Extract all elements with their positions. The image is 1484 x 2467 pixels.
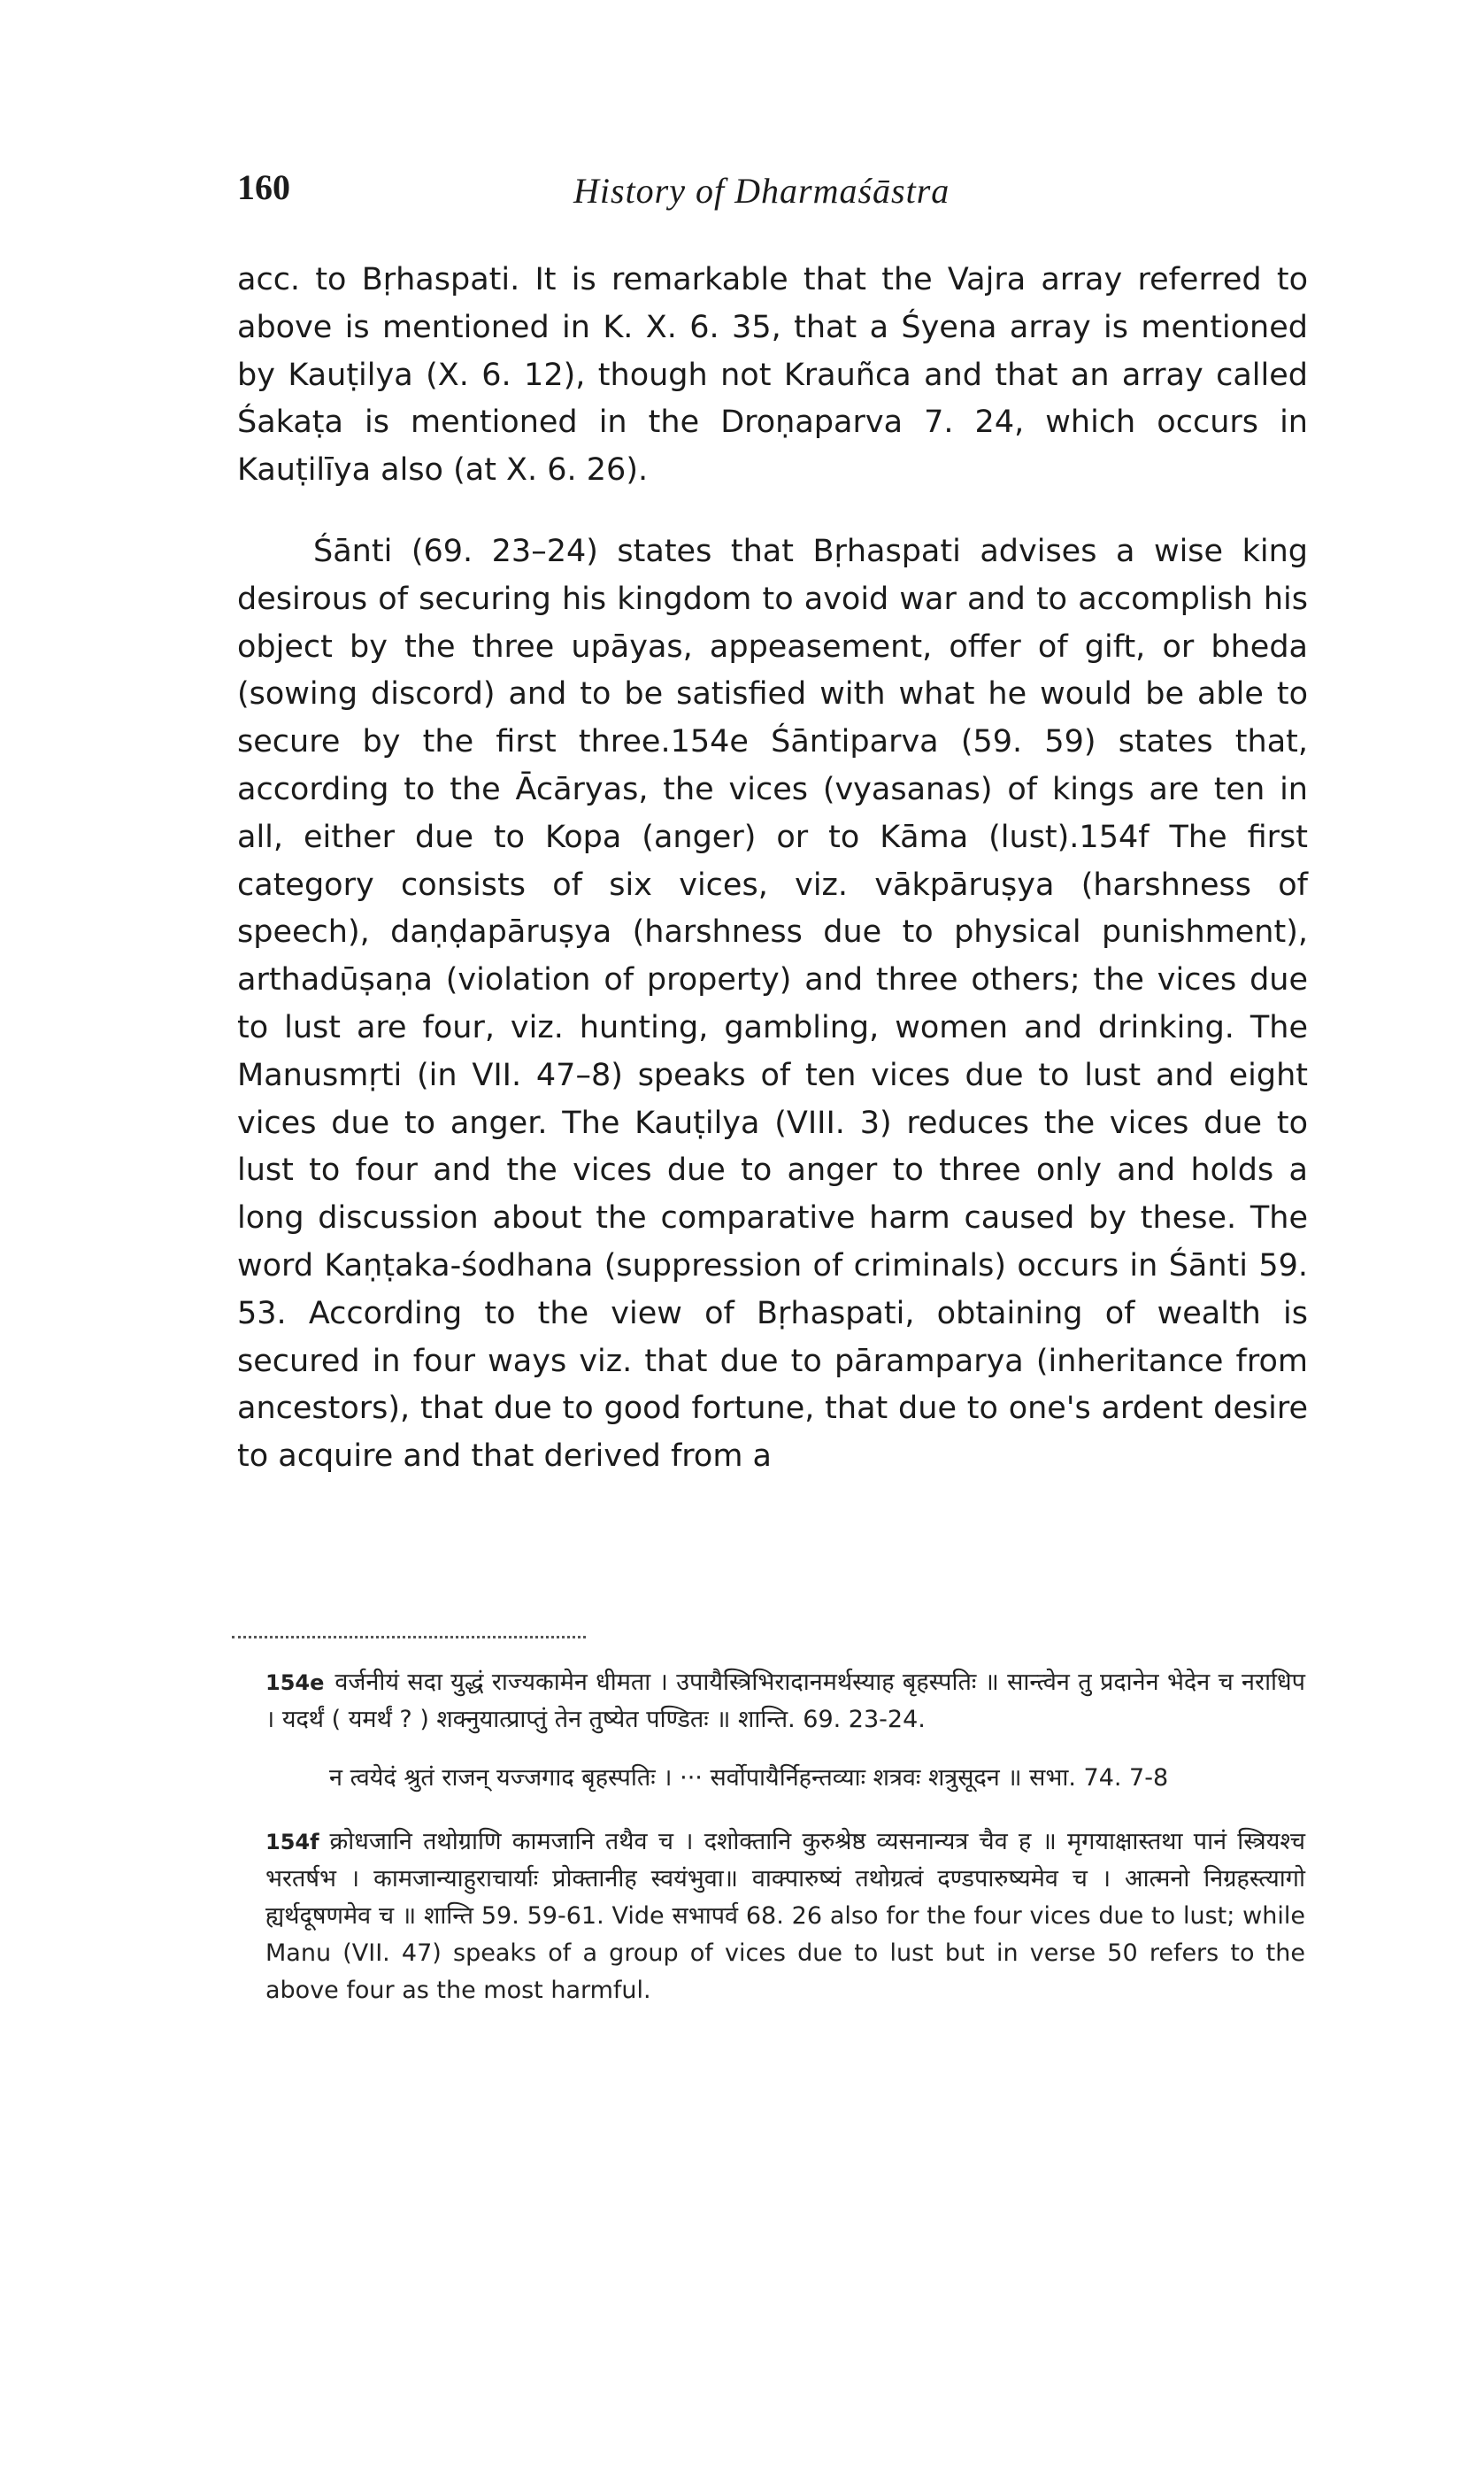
page-header <box>237 166 1308 220</box>
footnote-text: क्रोधजानि तथोग्राणि कामजानि तथैव च । दशोक्तानि कुरुश्रेष्ठ व्यसनान्यत्र चैव ह ॥ मृगयाक्षास्तथा पानं स्त्रियश्च भरतर्षभ । कामजान्याहुराचार्याः प्रोक्तानीह स्वयंभुवा॥ वाक्पारुष्यं तथोग्रत्वं दण्डपारुष्यमेव च । आत्मनो निग्रहस्त्यागो ह्यर्थदूषणमेव च ॥ शान्ति 59. 59-61. Vide सभापर्व 68. 26 also for the four vices due to lust; while Manu (VII. 47) speaks of a group of vices due to lust but in verse 50 refers to the above four as the most harmful. <box>265 1828 1305 2004</box>
footnote-text: वर्जनीयं सदा युद्धं राज्यकामेन धीमता । उपायैस्त्रिभिरादानमर्थस्याह बृहस्पतिः ॥ सान्त्वेन तु प्रदानेन भेदेन च नराधिप । यदर्थं ( यमर्थं ? ) शक्नुयात्प्राप्तुं तेन तुष्येत पण्डितः ॥ शान्ति. 69. 23-24. <box>265 1669 1305 1733</box>
footnote-marker: 154f <box>265 1830 319 1854</box>
footnote-154e-continued: न त्वयेदं श्रुतं राजन् यज्जगाद बृहस्पतिः । ··· सर्वोपायैर्निहन्तव्याः शत्रवः शत्रुसूदन ॥ सभा. 74. 7-8 <box>329 1764 1169 1792</box>
paragraph: acc. to Bṛhaspati. It is remarkable that the Vajra array referred to above is mentioned in K. X. 6. 35, that a Śyena array is mentioned by Kauṭilya (X. 6. 12), though not Krauñca and that an array called Śakaṭa is mentioned in the Droṇaparva 7. 24, which occurs in Kauṭilīya also (at X. 6. 26). <box>237 262 1308 489</box>
page-number: 160 <box>237 167 290 207</box>
paragraph: Śānti (69. 23–24) states that Bṛhaspati advises a wise king desirous of securing his kingdom to avoid war and to accomplish his object by the three upāyas, appeasement, offer of gift, or bheda (sowing discord) and to be satisfied with what he would be able to secure by the first three.154e Śāntiparva (59. 59) states that, according to the Ācāryas, the vices (vyasanas) of kings are ten in all, either due to Kopa (anger) or to Kāma (lust).154f The first category consists of six vices, viz. vākpāruṣya (harshness of speech), daṇḍapāruṣya (harshness due to physical punishment), arthadūṣaṇa (violation of property) and three others; the vices due to lust are four, viz. hunting, gambling, women and drinking. The Manusmṛti (in VII. 47–8) speaks of ten vices due to lust and eight vices due to anger. The Kauṭilya (VIII. 3) reduces the vices due to lust to four and the vices due to anger to three only and holds a long discussion about the comparative harm caused by these. The word Kaṇṭaka-śodhana (suppression of criminals) occurs in Śānti 59. 53. According to the view of Bṛhaspati, obtaining of wealth is secured in four ways viz. that due to pāramparya (inheritance from ancestors), that due to good fortune, that due to one's ardent desire to acquire and that derived from a <box>237 533 1308 1475</box>
footnote-separator <box>232 1636 586 1638</box>
footnotes <box>265 1664 1305 2009</box>
footnote-marker: 154e <box>265 1670 325 1695</box>
footnote-154e <box>265 1664 1305 1738</box>
main-text <box>237 257 1308 1481</box>
running-title: History of Dharmaśāstra <box>573 171 950 211</box>
footnote-154f <box>265 1823 1305 2009</box>
